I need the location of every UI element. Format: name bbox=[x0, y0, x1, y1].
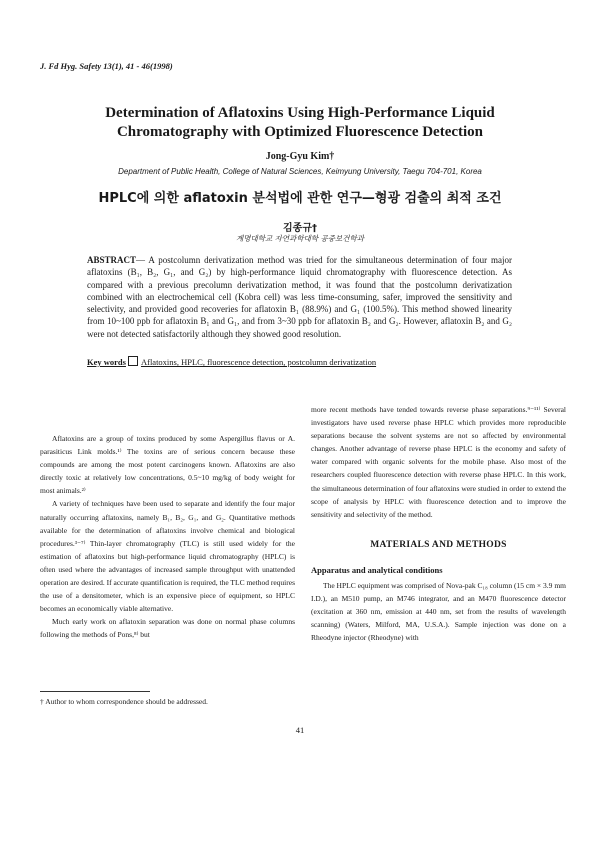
keywords-label: Key words bbox=[87, 357, 126, 367]
paragraph: A variety of techniques have been used to separate and identify the four major naturally occurring aflatoxins, namely B₁, B₂, G₁, and G₂. Quantitative methods available for the determination of aflatoxins involve chemical and biological procedures.³⁻⁷⁾ Thin-layer chromatography (TLC) is still used widely for the estimation of aflatoxins but high-performance liquid chromatography (HPLC) is often used where the advantages of increased sample throughput with unattended operation are desired. If accurate quantification is required, the TLC method requires the use of a densitometer, which is an expensive piece of equipment, so HPLC becomes an economically viable alternative. bbox=[40, 499, 295, 614]
abstract-text: — A postcolumn derivatization method was tried for the simultaneous determination of four major aflatoxins (B₁, B₂, G₁, and G₂) by high-performance liquid chromatography with fluorescence detection. As compared with a previous precolumn derivatization method, it was found that the postcolumn derivatization combined with an electrochemical cell (Kobra cell) was less time-consuming, safer, improved the sensitivity and selectivity, and provided good recoveries for aflatoxin B₁ (88.9%) and G₁ (100.5%). This method showed linearity from 10~100 ppb for aflatoxin B₁ and G₁, and from 3~30 ppb for aflatoxin B₂ and G₂. However, aflatoxin B₂ and G₂ were not detected satisfactorily although they showed good resolution. bbox=[87, 255, 512, 339]
korean-affiliation: 계명대학교 자연과학대학 공중보건학과 bbox=[236, 234, 364, 243]
right-column bbox=[311, 403, 566, 645]
subsection-heading: Apparatus and analytical conditions bbox=[311, 564, 443, 575]
footnote-rule bbox=[40, 691, 150, 692]
section-heading: MATERIALS AND METHODS bbox=[370, 539, 507, 550]
footnote: † Author to whom correspondence should be addressed. bbox=[40, 697, 208, 706]
author-affiliation: Department of Public Health, College of Natural Sciences, Keimyung University, Taegu 704-701, Korea bbox=[118, 167, 482, 176]
paragraph: The HPLC equipment was comprised of Nova-pak C₁₈ column (15 cm × 3.9 mm I.D.), an M510 pump, an M746 integrator, and an M470 fluorescence detector (excitation at 360 nm, emission at 440 nm, set from the results of wavelength scanning) (Waters, Milford, MA, U.S.A.). Sample injection was done on a Rheodyne injector (Rheodyne) with bbox=[311, 581, 566, 643]
left-column bbox=[40, 432, 295, 642]
korean-title: HPLC에 의한 aflatoxin 분석법에 관한 연구—형광 검출의 최적 조건 bbox=[98, 191, 502, 206]
journal-citation: J. Fd Hyg. Safety 13(1), 41 - 46(1998) bbox=[40, 61, 173, 71]
keywords-text: Aflatoxins, HPLC, fluorescence detection, postcolumn derivatization bbox=[140, 357, 377, 367]
korean-author: 김종규† bbox=[283, 223, 317, 234]
title-line-1: Determination of Aflatoxins Using High-Performance Liquid bbox=[105, 105, 495, 121]
keywords bbox=[87, 356, 527, 367]
abstract bbox=[87, 254, 512, 340]
abstract-label: ABSTRACT bbox=[87, 255, 137, 265]
paragraph: Much early work on aflatoxin separation was done on normal phase columns following the methods of Pons,⁸⁾ but bbox=[40, 617, 295, 640]
title-line-2: Chromatography with Optimized Fluorescence Detection bbox=[116, 124, 484, 140]
paragraph: Aflatoxins are a group of toxins produced by some Aspergillus flavus or A. parasiticus Link molds.¹⁾ The toxins are of serious concern because these compounds are among the most potent carcinogens known. Aflatoxins are also directly toxic at relatively low concentrations, 0.5~10 mg/kg of body weight for most animals.²⁾ bbox=[40, 434, 295, 496]
page-number: 41 bbox=[295, 725, 305, 735]
checkbox-icon bbox=[128, 356, 138, 366]
author-name: Jong-Gyu Kim† bbox=[265, 151, 335, 162]
paper-title bbox=[60, 104, 540, 142]
paragraph: more recent methods have tended towards reverse phase separations.⁹⁻¹¹⁾ Several investigators have used reverse phase HPLC which provides more reproducible separations because the solvent systems are not so affected by environmental changes. Another advantage of reverse phase HPLC is the economy and safety of water compared with organic solvents for the mobile phase. Also most of the researchers coupled fluorescence detection with reverse phase HPLC. In this work, the simultaneous determination of four aflatoxins were studied in order to extend the scope of analysis by HPLC with fluorescence detection and to improve the sensitivity and selectivity of the method. bbox=[311, 405, 566, 519]
